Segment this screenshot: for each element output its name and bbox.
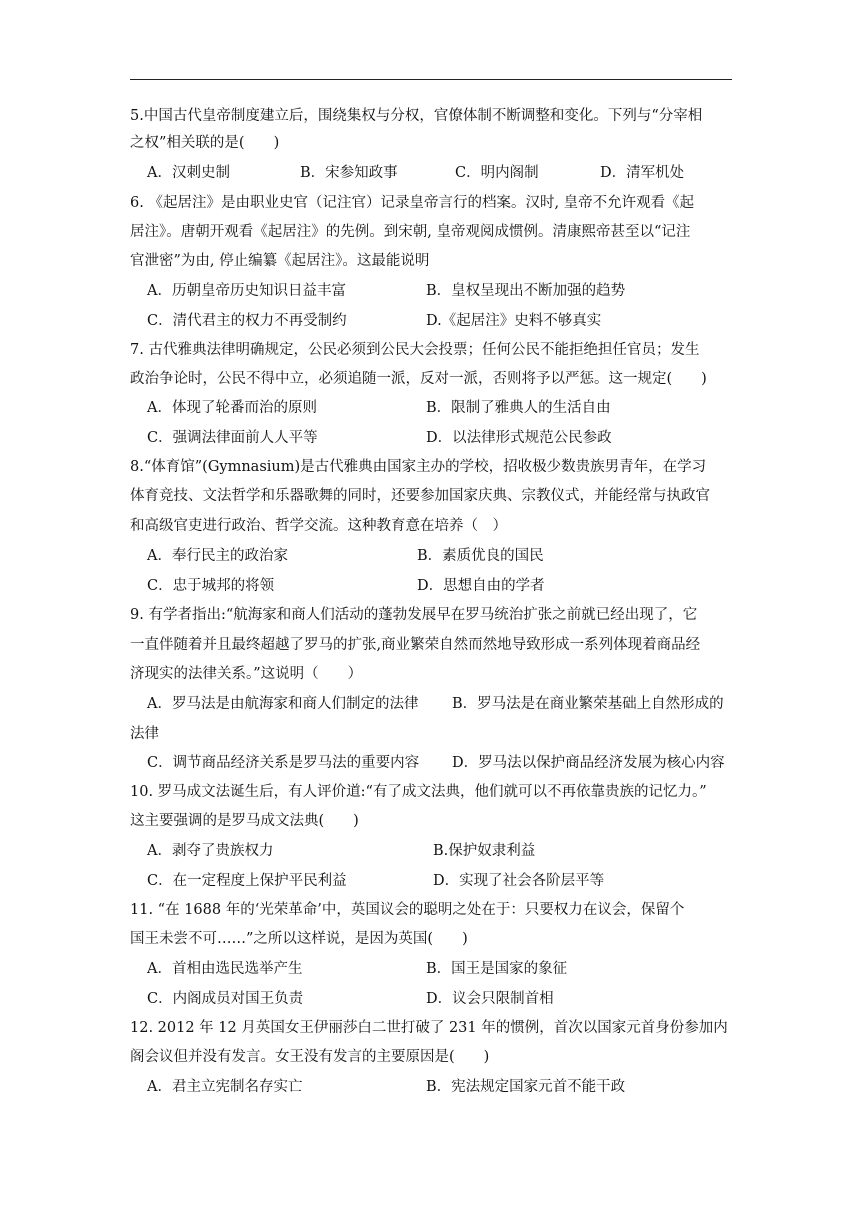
q11-option-b: B．国王是国家的象征: [426, 961, 568, 977]
question-5-line-2: 之权”相关联的是( ): [130, 135, 280, 151]
q6-option-b: B．皇权呈现出不断加强的趋势: [426, 283, 626, 299]
q8-option-a: A．奉行民主的政治家: [147, 548, 288, 564]
q7-option-b: B．限制了雅典人的生活自由: [426, 400, 611, 416]
question-11-line-2: 国王未尝不可……”之所以这样说，是因为英国( ): [130, 931, 468, 947]
q11-option-a: A．首相由选民选举产生: [147, 961, 303, 977]
q7-option-c: C．强调法律面前人人平等: [147, 430, 318, 446]
q11-option-c: C．内阁成员对国王负责: [147, 991, 304, 1007]
q10-option-c: C．在一定程度上保护平民利益: [147, 873, 347, 889]
question-8-line-1: 8.“体育馆”(Gymnasium)是古代雅典由国家主办的学校，招收极少数贵族男青年，在学习: [130, 459, 707, 475]
question-9-line-1: 9. 有学者指出:“航海家和商人们活动的蓬勃发展早在罗马统治扩张之前就已经出现了，它: [130, 607, 698, 623]
q8-option-b: B．素质优良的国民: [417, 548, 544, 564]
q11-option-d: D．议会只限制首相: [426, 991, 554, 1007]
q9-option-a: A．罗马法是由航海家和商人们制定的法律: [147, 696, 419, 712]
question-11-line-1: 11. “在 1688 年的‘光荣革命’中，英国议会的聪明之处在于：只要权力在议会，保留个: [130, 902, 685, 918]
question-7-line-2: 政治争论时，公民不得中立，必须追随一派，反对一派，否则将予以严惩。这一规定( ): [130, 371, 707, 387]
question-6-line-2: 居注》。唐朝开观看《起居注》的先例。到宋朝, 皇帝观阅成惯例。清康熙帝甚至以“记注: [130, 224, 691, 240]
q8-option-d: D．思想自由的学者: [417, 578, 545, 594]
q5-option-b: B．宋参知政事: [300, 165, 398, 181]
question-10-line-2: 这主要强调的是罗马成文法典( ): [130, 813, 359, 829]
q9-option-c: C．调节商品经济关系是罗马法的重要内容: [147, 755, 420, 771]
question-5-line-1: 5.中国古代皇帝制度建立后，围绕集权与分权，官僚体制不断调整和变化。下列与“分宰相: [130, 108, 703, 124]
q8-option-c: C．忠于城邦的将领: [147, 578, 275, 594]
q7-option-d: D．以法律形式规范公民参政: [426, 430, 612, 446]
q9-option-d: D．罗马法以保护商品经济发展为核心内容: [452, 755, 725, 771]
question-10-line-1: 10. 罗马成文法诞生后，有人评价道:“有了成文法典，他们就可以不再依靠贵族的记忆力。”: [130, 784, 707, 800]
q7-option-a: A．体现了轮番而治的原则: [147, 400, 317, 416]
q5-option-d: D．清军机处: [600, 165, 685, 181]
question-6-line-1: 6. 《起居注》是由职业史官（记注官）记录皇帝言行的档案。汉时, 皇帝不允许观看《起: [130, 195, 695, 211]
header-rule: [130, 79, 732, 80]
q12-option-a: A．君主立宪制名存实亡: [147, 1079, 303, 1095]
q10-option-a: A．剥夺了贵族权力: [147, 843, 274, 859]
q6-option-d: D.《起居注》史料不够真实: [426, 313, 602, 329]
question-12-line-1: 12. 2012 年 12 月英国女王伊丽莎白二世打破了 231 年的惯例，首次以国家元首身份参加内: [130, 1020, 728, 1036]
question-8-line-3: 和高级官吏进行政治、哲学交流。这种教育意在培养（ ）: [130, 518, 507, 534]
question-6-line-3: 官泄密”为由, 停止编纂《起居注》。这最能说明: [130, 253, 430, 269]
q10-option-d: D．实现了社会各阶层平等: [433, 873, 605, 889]
question-9-line-3: 济现实的法律关系。”这说明（ ）: [130, 666, 363, 682]
q12-option-b: B．宪法规定国家元首不能干政: [426, 1079, 626, 1095]
q5-option-a: A．汉刺史制: [147, 165, 230, 181]
question-8-line-2: 体育竞技、文法哲学和乐器歌舞的同时，还要参加国家庆典、宗教仪式，并能经常与执政官: [130, 488, 710, 504]
question-7-line-1: 7. 古代雅典法律明确规定，公民必须到公民大会投票；任何公民不能拒绝担任官员；发生: [130, 342, 700, 358]
q9-option-b-continued: 法律: [130, 726, 159, 742]
q6-option-c: C．清代君主的权力不再受制约: [147, 313, 347, 329]
q9-option-b: B．罗马法是在商业繁荣基础上自然形成的: [452, 696, 724, 712]
question-9-line-2: 一直伴随着并且最终超越了罗马的扩张,商业繁荣自然而然地导致形成一系列体现着商品经: [130, 637, 701, 653]
q6-option-a: A．历朝皇帝历史知识日益丰富: [147, 283, 346, 299]
q5-option-c: C．明内阁制: [455, 165, 539, 181]
question-12-line-2: 阁会议但并没有发言。女王没有发言的主要原因是( ): [130, 1049, 490, 1065]
q10-option-b: B.保护奴隶利益: [433, 843, 536, 859]
